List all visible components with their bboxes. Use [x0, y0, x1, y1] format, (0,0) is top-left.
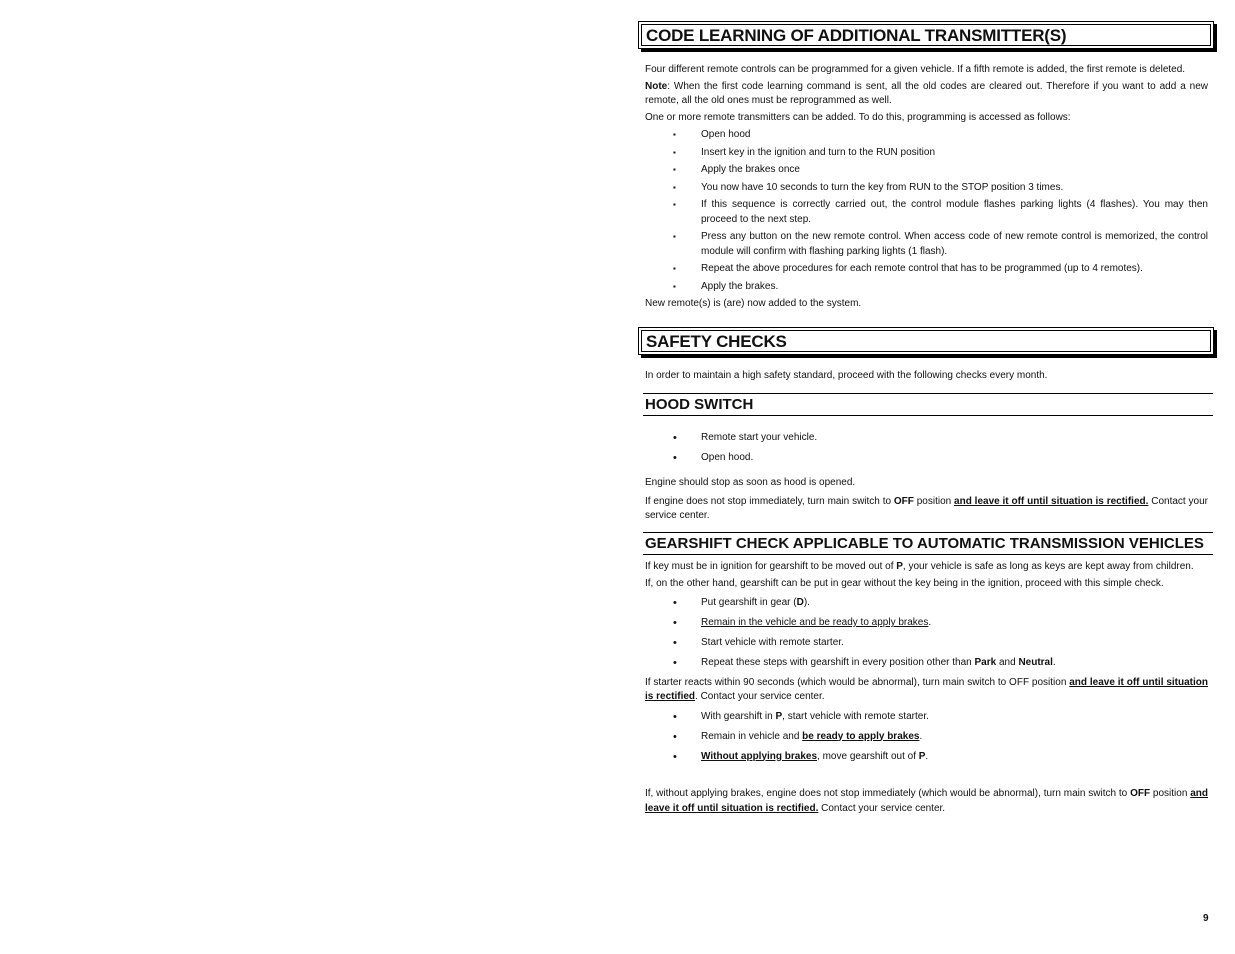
- list-item: ▪ You now have 10 seconds to turn the key from RUN to the STOP position 3 times.: [645, 181, 1208, 196]
- gearshift-body: [645, 560, 1208, 816]
- list-item: ▪ Press any button on the new remote control. When access code of new remote control is memorized, the control module will confirm with flashing parking lights (1 flash).: [673, 231, 1208, 257]
- round-bullet-icon: •: [673, 657, 677, 669]
- round-bullet-icon: •: [673, 597, 677, 609]
- code-learning-body: [645, 63, 1208, 312]
- square-bullet-icon: ▪: [673, 182, 676, 192]
- gearshift-p4: If, without applying brakes, engine does not stop immediately (which would be abnormal), turn main switch to OFF position and leave it off until situation is rectified. Contact your service center.: [645, 788, 1208, 814]
- gearshift-p3: If starter reacts within 90 seconds (which would be abnormal), turn main switch to OFF position and leave it off until situation is rectified. Contact your service center.: [645, 676, 1208, 702]
- round-bullet-icon: •: [673, 750, 677, 763]
- safety-intro-block: [645, 369, 1208, 384]
- code-learning-closing: New remote(s) is (are) now added to the system.: [645, 298, 862, 309]
- list-item: ▪ Open hood: [645, 128, 1208, 143]
- gearshift-steps: [645, 596, 1208, 671]
- square-bullet-icon: ▪: [673, 281, 676, 291]
- gearshift-p2: If, on the other hand, gearshift can be put in gear without the key being in the ignition, proceed with this simple check.: [645, 577, 1164, 589]
- hood-switch-heading: HOOD SWITCH: [643, 393, 1213, 416]
- list-item: ▪ Repeat the above procedures for each remote control that has to be programmed (up to 4 remotes).: [645, 262, 1208, 277]
- hood-switch-warning: If engine does not stop immediately, turn main switch to OFF position and leave it off until situation is rectified. Contact your service center.: [645, 495, 1208, 521]
- square-bullet-icon: ▪: [673, 200, 676, 209]
- safety-checks-header: [638, 327, 1214, 355]
- code-learning-title: CODE LEARNING OF ADDITIONAL TRANSMITTER(S): [641, 24, 1211, 46]
- list-item: • Without applying brakes, move gearshift out of P.: [673, 750, 929, 763]
- list-item: • With gearshift in P, start vehicle with remote starter.: [673, 710, 929, 723]
- list-item: • Start vehicle with remote starter.: [673, 637, 844, 649]
- square-bullet-icon: ▪: [673, 232, 676, 241]
- page-number: 9: [1203, 913, 1209, 924]
- round-bullet-icon: •: [673, 730, 677, 743]
- list-item: ▪ Apply the brakes.: [645, 280, 1208, 295]
- note-text: : When the first code learning command is sent, all the old codes are cleared out. Therefore if you want to add a new remote, all the old ones must be reprogrammed as well.: [645, 80, 1208, 106]
- list-item: • Open hood.: [673, 451, 754, 464]
- code-learning-header: [638, 21, 1214, 49]
- square-bullet-icon: ▪: [673, 165, 676, 174]
- list-item: ▪ Apply the brakes once: [645, 163, 1208, 178]
- list-item: • Remote start your vehicle.: [673, 432, 818, 444]
- note-label: Note: [645, 80, 668, 92]
- code-learning-access: One or more remote transmitters can be added. To do this, programming is accessed as follows:: [645, 111, 1071, 123]
- code-learning-steps: [645, 128, 1208, 294]
- round-bullet-icon: •: [673, 710, 677, 723]
- round-bullet-icon: •: [673, 432, 677, 444]
- round-bullet-icon: •: [673, 617, 677, 629]
- list-item: • Put gearshift in gear (D).: [673, 597, 810, 609]
- square-bullet-icon: ▪: [673, 264, 676, 273]
- list-item: ▪ If this sequence is correctly carried out, the control module flashes parking lights (4 flashes). You may then proceed to the next step.: [673, 199, 1208, 225]
- code-learning-note: [645, 80, 1208, 109]
- gearshift-test-steps: [645, 710, 1208, 765]
- gearshift-p1: If key must be in ignition for gearshift to be moved out of P, your vehicle is safe as long as keys are kept away from children.: [645, 561, 1194, 572]
- list-item: • Remain in the vehicle and be ready to apply brakes.: [673, 617, 932, 629]
- list-item: • Remain in vehicle and be ready to apply brakes.: [673, 730, 923, 743]
- list-item: • Repeat these steps with gearshift in every position other than Park and Neutral.: [673, 657, 1056, 669]
- code-learning-intro: Four different remote controls can be programmed for a given vehicle. If a fifth remote is added, the first remote is deleted.: [645, 64, 1186, 75]
- list-item: ▪ Insert key in the ignition and turn to the RUN position: [645, 146, 1208, 161]
- safety-checks-title: SAFETY CHECKS: [641, 330, 1211, 352]
- hood-switch-steps: [645, 431, 1208, 465]
- hood-switch-body: [645, 431, 1208, 524]
- round-bullet-icon: •: [673, 637, 677, 649]
- square-bullet-icon: ▪: [673, 130, 676, 139]
- round-bullet-icon: •: [673, 451, 677, 464]
- safety-intro: In order to maintain a high safety standard, proceed with the following checks every month.: [645, 370, 1048, 381]
- gearshift-heading: GEARSHIFT CHECK APPLICABLE TO AUTOMATIC TRANSMISSION VEHICLES: [643, 532, 1213, 555]
- hood-switch-expected: Engine should stop as soon as hood is opened.: [645, 477, 856, 488]
- square-bullet-icon: ▪: [673, 147, 676, 157]
